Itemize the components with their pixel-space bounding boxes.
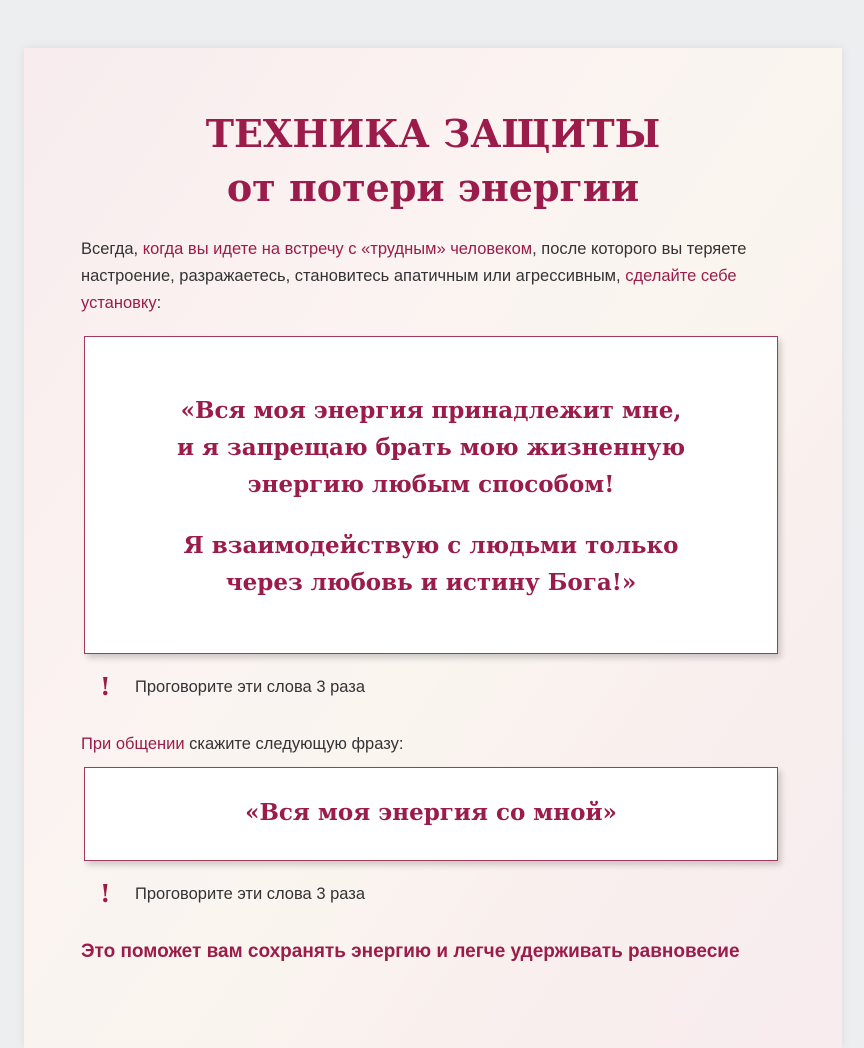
exclamation-icon: ! <box>100 879 111 908</box>
communication-instruction <box>81 732 403 756</box>
affirmation-paragraph-2 <box>85 527 777 601</box>
page-title: ТЕХНИКА ЗАЩИТЫ <box>205 111 661 156</box>
conclusion-text: Это поможет вам сохранять энергию и легче удерживать равновесие <box>81 941 740 962</box>
intro-highlight-2: сделайте себе установку <box>81 267 737 312</box>
affirmation-line: Я взаимодействую с людьми только <box>183 532 679 559</box>
affirmation-line: через любовь и истину Бога!» <box>225 569 637 596</box>
intro-text-1: Всегда, <box>81 240 143 258</box>
intro-text-2: , после которого вы теряете настроение, разражаетесь, становитесь апатичным или агрессивным, <box>81 240 747 285</box>
intro-paragraph <box>81 236 821 317</box>
affirmation-paragraph-1 <box>85 392 777 503</box>
affirmation-line: «Вся моя энергия принадлежит мне, <box>180 397 682 424</box>
communication-highlight: При общении <box>81 735 185 753</box>
page-subtitle: от потери энергии <box>226 165 640 210</box>
affirmation-line: и я запрещаю брать мою жизненную <box>176 434 686 461</box>
repeat-note <box>100 879 365 908</box>
phrase-box <box>84 767 778 861</box>
phrase-text: «Вся моя энергия со мной» <box>245 799 617 826</box>
affirmation-box <box>84 336 778 654</box>
intro-text-3: : <box>156 294 162 312</box>
affirmation-line: энергию любым способом! <box>247 471 615 498</box>
repeat-note <box>100 672 365 701</box>
content-card <box>24 48 842 1048</box>
repeat-note-text: Проговорите эти слова 3 раза <box>135 884 365 903</box>
intro-highlight-1: когда вы идете на встречу с «трудным» человеком <box>142 240 533 258</box>
exclamation-icon: ! <box>100 672 111 701</box>
repeat-note-text: Проговорите эти слова 3 раза <box>135 677 365 696</box>
communication-text: скажите следующую фразу: <box>184 735 404 753</box>
